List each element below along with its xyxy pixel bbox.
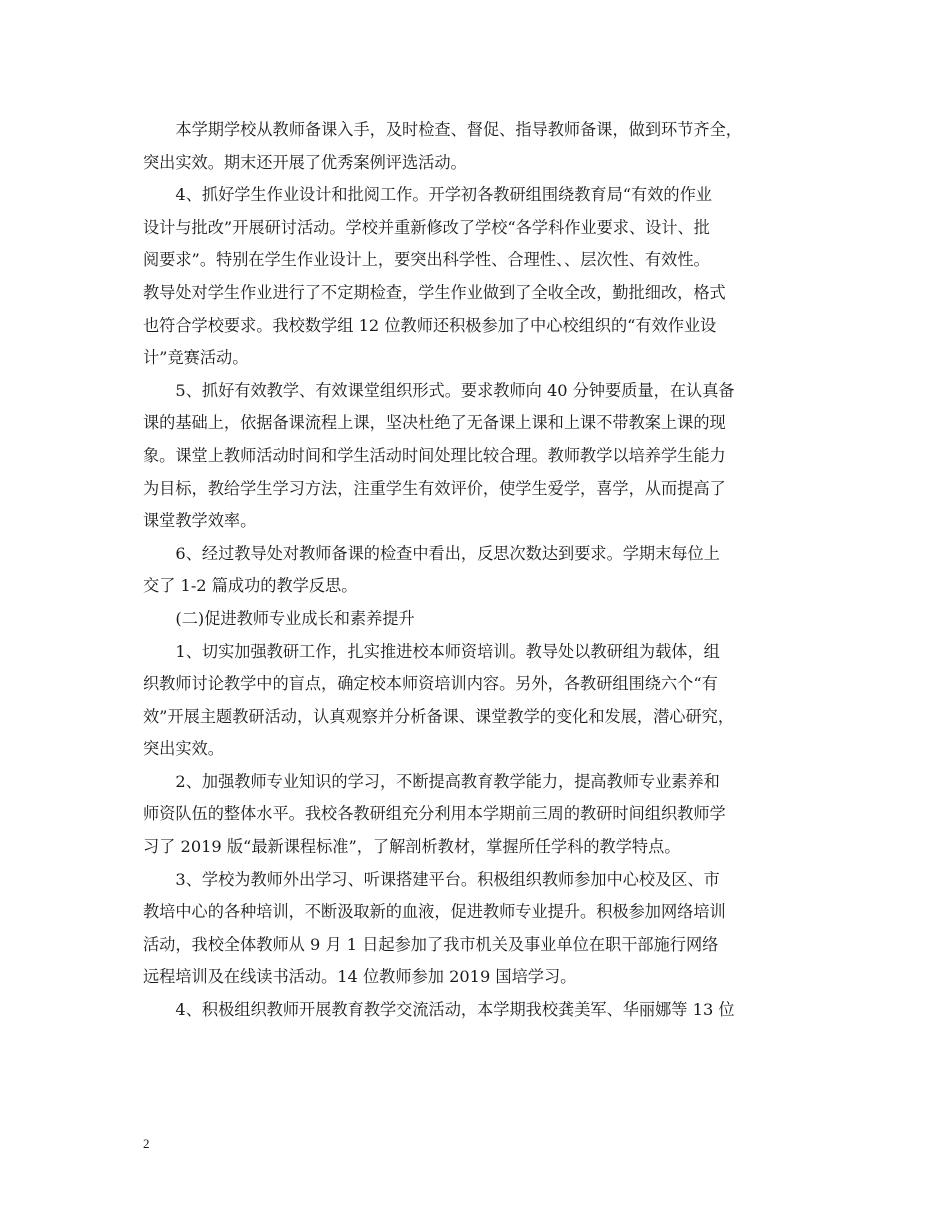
paragraph-line: 效”开展主题教研活动，认真观察并分析备课、课堂教学的变化和发展，潜心研究，	[143, 706, 735, 726]
paragraph-line: 3、学校为教师外出学习、听课搭建平台。积极组织教师参加中心校及区、市	[175, 869, 720, 889]
paragraph-line: 6、经过教导处对教师备课的检查中看出，反思次数达到要求。学期末每位上	[175, 543, 720, 563]
paragraph	[143, 179, 813, 375]
paragraph-line: 4、积极组织教师开展教育教学交流活动，本学期我校龚美军、华丽娜等 13 位	[175, 1000, 735, 1020]
paragraph-line: 突出实效。	[143, 739, 224, 759]
paragraph-line: 习了 2019 版“最新课程标准”，了解剖析教材，掌握所任学科的教学特点。	[143, 837, 681, 857]
paragraph	[143, 864, 813, 994]
paragraph	[143, 375, 813, 538]
paragraph-line: 计”竞赛活动。	[143, 348, 249, 368]
page-number: 2	[143, 1136, 150, 1151]
paragraph-line: 4、抓好学生作业设计和批阅工作。开学初各教研组围绕教育局“有效的作业	[175, 185, 712, 205]
paragraph	[143, 766, 813, 864]
paragraph-line: 也符合学校要求。我校数学组 12 位教师还积极参加了中心校组织的“有效作业设	[143, 315, 717, 335]
paragraph-line: (二)促进教师专业成长和素养提升	[175, 608, 415, 628]
paragraph-line: 远程培训及在线读书活动。14 位教师参加 2019 国培学习。	[143, 967, 577, 987]
paragraph-line: 交了 1-2 篇成功的教学反思。	[143, 576, 358, 596]
paragraph	[143, 636, 813, 766]
document-body	[143, 114, 813, 1027]
paragraph-line: 2、加强教师专业知识的学习，不断提高教育教学能力，提高教师专业素养和	[175, 771, 720, 791]
paragraph-line: 师资队伍的整体水平。我校各教研组充分利用本学期前三周的教研时间组织教师学	[143, 804, 726, 824]
paragraph-line: 象。课堂上教师活动时间和学生活动时间处理比较合理。教师教学以培养学生能力	[143, 445, 726, 465]
paragraph-line: 活动，我校全体教师从 9 月 1 日起参加了我市机关及事业单位在职干部施行网络	[143, 934, 719, 954]
paragraph	[143, 114, 813, 179]
paragraph-line: 本学期学校从教师备课入手，及时检查、督促、指导教师备课，做到环节齐全，	[175, 120, 742, 139]
paragraph-line: 教培中心的各种培训，不断汲取新的血液，促进教师专业提升。积极参加网络培训	[143, 902, 726, 922]
paragraph-line: 突出实效。期末还开展了优秀案例评选活动。	[143, 152, 467, 172]
paragraph-line: 课堂教学效率。	[143, 511, 257, 531]
paragraph-line: 织教师讨论教学中的盲点，确定校本师资培训内容。另外，各教研组围绕六个“有	[143, 674, 718, 694]
paragraph-line: 1、切实加强教研工作，扎实推进校本师资培训。教导处以教研组为载体，组	[175, 641, 720, 661]
paragraph	[143, 994, 813, 1027]
paragraph-line: 教导处对学生作业进行了不定期检查，学生作业做到了全收全改，勤批细改，格式	[143, 282, 726, 302]
paragraph-line: 为目标，教给学生学习方法，注重学生有效评价，使学生爱学，喜学，从而提高了	[143, 478, 726, 498]
paragraph	[143, 538, 813, 603]
paragraph-line: 课的基础上，依据备课流程上课，坚决杜绝了无备课上课和上课不带教案上课的现	[143, 413, 726, 433]
paragraph-line: 5、抓好有效教学、有效课堂组织形式。要求教师向 40 分钟要质量，在认真备	[175, 380, 735, 400]
paragraph	[143, 603, 813, 636]
paragraph-line: 阅要求”。特别在学生作业设计上，要突出科学性、合理性、、层次性、有效性。	[143, 250, 710, 270]
paragraph-line: 设计与批改”开展研讨活动。学校并重新修改了学校“各学科作业要求、设计、批	[143, 217, 710, 237]
